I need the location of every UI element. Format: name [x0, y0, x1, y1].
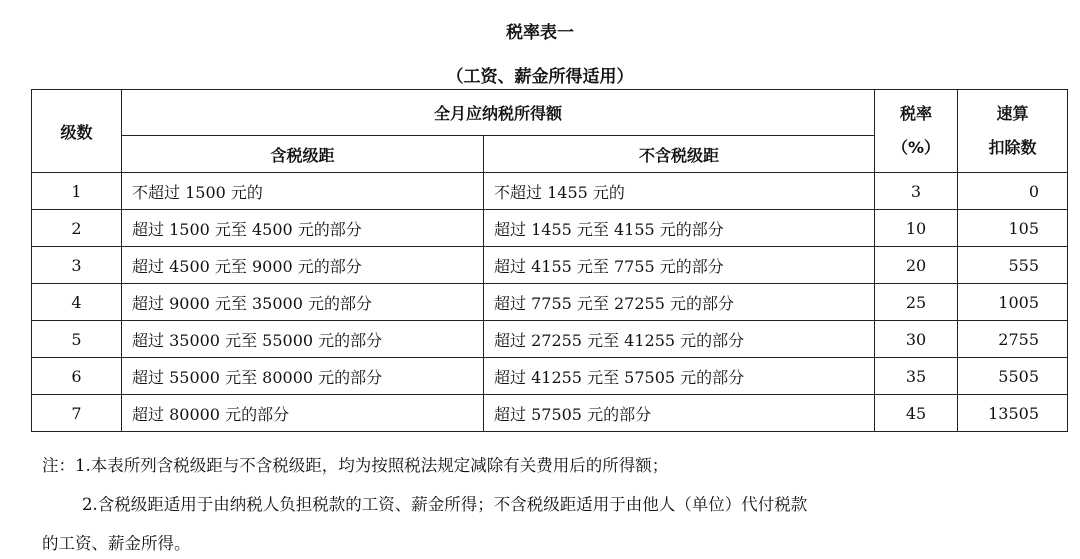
table-row	[32, 247, 1068, 284]
cell-with-tax: 超过 4500 元至 9000 元的部分	[122, 247, 484, 284]
cell-with-tax: 超过 9000 元至 35000 元的部分	[122, 284, 484, 321]
cell-rate: 3	[875, 173, 958, 210]
cell-without-tax: 超过 1455 元至 4155 元的部分	[484, 210, 875, 247]
cell-with-tax: 超过 55000 元至 80000 元的部分	[122, 358, 484, 395]
table-row	[32, 173, 1068, 210]
cell-level: 5	[32, 321, 122, 358]
cell-level: 2	[32, 210, 122, 247]
cell-with-tax: 超过 1500 元至 4500 元的部分	[122, 210, 484, 247]
cell-rate: 35	[875, 358, 958, 395]
cell-with-tax: 不超过 1500 元的	[122, 173, 484, 210]
table-title: 税率表一	[506, 23, 574, 43]
table-row	[32, 321, 1068, 358]
header-deduction	[958, 90, 1068, 173]
cell-without-tax: 不超过 1455 元的	[484, 173, 875, 210]
header-row	[32, 90, 1068, 136]
cell-deduction: 2755	[958, 321, 1068, 358]
cell-rate: 20	[875, 247, 958, 284]
note-line-2: 2.含税级距适用于由纳税人负担税款的工资、薪金所得；不含税级距适用于由他人（单位）代付税款	[82, 495, 808, 514]
cell-rate: 30	[875, 321, 958, 358]
header-rate-line2: （%）	[891, 138, 941, 157]
cell-level: 6	[32, 358, 122, 395]
cell-rate: 25	[875, 284, 958, 321]
header-deduction-line2: 扣除数	[988, 138, 1037, 157]
cell-level: 4	[32, 284, 122, 321]
cell-deduction: 0	[958, 173, 1068, 210]
cell-without-tax: 超过 41255 元至 57505 元的部分	[484, 358, 875, 395]
cell-deduction: 555	[958, 247, 1068, 284]
cell-level: 3	[32, 247, 122, 284]
header-rate	[875, 90, 958, 173]
header-without-tax: 不含税级距	[484, 136, 875, 173]
note-line-1: 注：1.本表所列含税级距与不含税级距，均为按照税法规定减除有关费用后的所得额；	[42, 456, 669, 475]
tax-rate-table	[31, 89, 1068, 432]
cell-without-tax: 超过 57505 元的部分	[484, 395, 875, 432]
table-row	[32, 210, 1068, 247]
header-deduction-line1: 速算	[996, 104, 1029, 123]
cell-deduction: 5505	[958, 358, 1068, 395]
header-rate-line1: 税率	[900, 104, 933, 123]
cell-rate: 10	[875, 210, 958, 247]
cell-rate: 45	[875, 395, 958, 432]
cell-level: 1	[32, 173, 122, 210]
table-row	[32, 284, 1068, 321]
cell-deduction: 13505	[958, 395, 1068, 432]
header-monthly-taxable: 全月应纳税所得额	[122, 90, 875, 136]
cell-without-tax: 超过 27255 元至 41255 元的部分	[484, 321, 875, 358]
header-with-tax: 含税级距	[122, 136, 484, 173]
cell-deduction: 105	[958, 210, 1068, 247]
cell-with-tax: 超过 80000 元的部分	[122, 395, 484, 432]
table-subtitle: （工资、薪金所得适用）	[446, 67, 634, 87]
cell-without-tax: 超过 4155 元至 7755 元的部分	[484, 247, 875, 284]
cell-level: 7	[32, 395, 122, 432]
header-level: 级数	[32, 90, 122, 173]
note-line-3: 的工资、薪金所得。	[42, 534, 191, 553]
cell-deduction: 1005	[958, 284, 1068, 321]
cell-without-tax: 超过 7755 元至 27255 元的部分	[484, 284, 875, 321]
table-row	[32, 395, 1068, 432]
cell-with-tax: 超过 35000 元至 55000 元的部分	[122, 321, 484, 358]
table-row	[32, 358, 1068, 395]
